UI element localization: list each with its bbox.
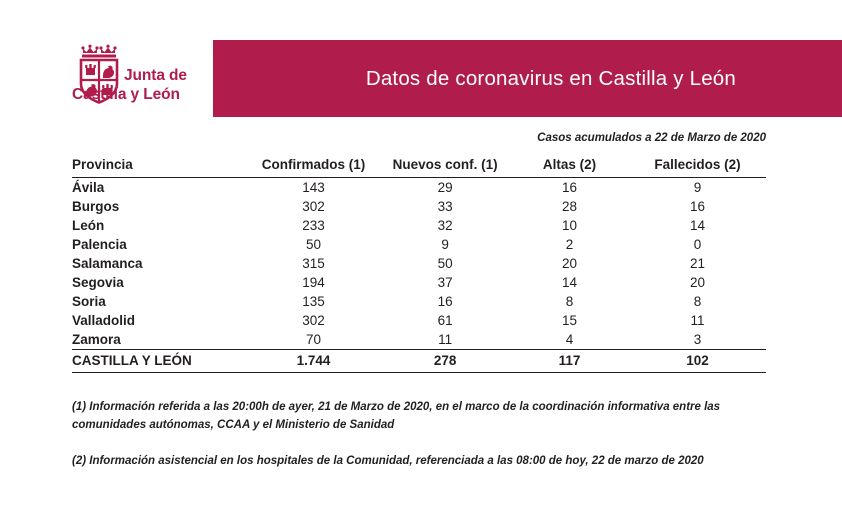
cell-confirmados: 302 [302,313,325,328]
cell-fallecidos: 9 [693,180,702,195]
cell-nuevos: 11 [438,332,453,347]
cell-provincia: Palencia [72,237,127,252]
column-header-fallecidos: Fallecidos (2) [629,153,766,178]
cell-provincia: Valladolid [72,313,136,328]
table-row [72,254,766,273]
cell-altas: 10 [561,218,578,233]
table-row [72,235,766,254]
cell-confirmados: 194 [302,275,325,290]
cell-altas: 2 [565,237,574,252]
table-row [72,273,766,292]
cell-confirmados: 135 [302,294,325,309]
cell-confirmados: 70 [305,332,322,347]
cell-fallecidos: 8 [693,294,702,309]
table-row [72,292,766,311]
coronavirus-data-table [72,153,766,373]
table-header-row [72,153,766,178]
cell-provincia: Ávila [72,180,105,195]
cell-total-confirmados: 1.744 [247,350,381,373]
header [0,0,842,130]
junta-de-castilla-y-leon-logo [72,44,204,128]
cell-altas: 15 [561,313,578,328]
column-header-altas: Altas (2) [510,153,629,178]
cell-total-nuevos: 278 [380,350,510,373]
cell-confirmados: 143 [302,180,325,195]
cell-provincia: Soria [72,294,106,309]
cell-fallecidos: 21 [689,256,706,271]
table-row [72,311,766,330]
cell-total-fallecidos: 102 [629,350,766,373]
cell-altas: 28 [561,199,578,214]
footnote-1: (1) Información referida a las 20:00h de ayer, 21 de Marzo de 2020, en el marco de la coordinación informativa entre las comunidades autónomas, CCAA y el Ministerio de Sanidad [72,401,721,431]
table-row [72,178,766,198]
cell-provincia: León [72,218,105,233]
cell-fallecidos: 11 [690,313,705,328]
table-row [72,216,766,235]
cell-confirmados: 315 [302,256,325,271]
logo-wordmark [72,66,187,104]
cell-nuevos: 9 [441,237,449,252]
cell-confirmados: 50 [305,237,322,252]
column-header-provincia: Provincia [72,153,247,178]
cell-fallecidos: 20 [689,275,706,290]
cell-fallecidos: 14 [689,218,706,233]
cell-altas: 20 [561,256,578,271]
cell-confirmados: 302 [302,199,325,214]
footnote-2: (2) Información asistencial en los hospitales de la Comunidad, referenciada a las 08:00 de hoy, 22 de marzo de 2020 [72,455,704,467]
cell-nuevos: 37 [437,275,453,290]
cell-confirmados: 233 [302,218,325,233]
accumulated-cases-note: Casos acumulados a 22 de Marzo de 2020 [537,132,766,144]
cell-total-label: CASTILLA Y LEÓN [72,350,247,373]
cell-nuevos: 50 [437,256,453,271]
table-row [72,330,766,350]
table-total-row [72,350,766,373]
column-header-nuevos-conf: Nuevos conf. (1) [380,153,510,178]
cell-provincia: Zamora [72,332,121,347]
cell-nuevos: 33 [437,199,453,214]
cell-nuevos: 29 [437,180,453,195]
cell-total-altas: 117 [510,350,629,373]
cell-provincia: Burgos [72,199,120,214]
footnotes [72,398,772,470]
cell-fallecidos: 0 [693,237,702,252]
cell-provincia: Salamanca [72,256,143,271]
cell-altas: 4 [565,332,574,347]
logo-line-2: Castilla y León [72,86,180,103]
cell-nuevos: 32 [437,218,453,233]
cell-altas: 16 [561,180,578,195]
cell-provincia: Segovia [72,275,124,290]
column-header-confirmados: Confirmados (1) [247,153,381,178]
cell-altas: 14 [561,275,578,290]
page-title: Datos de coronavirus en Castilla y León [365,66,736,90]
table-row [72,197,766,216]
logo-line-1: Junta de [124,67,187,84]
cell-fallecidos: 16 [689,199,706,214]
cell-nuevos: 16 [437,294,453,309]
cell-fallecidos: 3 [693,332,702,347]
cell-nuevos: 61 [437,313,453,328]
cell-altas: 8 [565,294,574,309]
